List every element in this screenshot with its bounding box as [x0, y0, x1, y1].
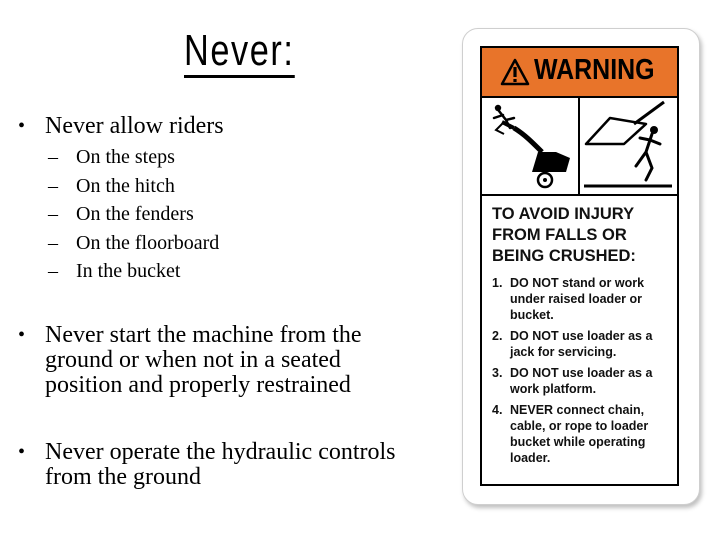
- sign-item: 4. NEVER connect chain, cable, or rope to loader bucket while operating loader.: [492, 403, 649, 465]
- sub-item: – On the floorboard: [48, 232, 220, 254]
- falling-rider-icon: [484, 100, 578, 192]
- sub-item: – On the fenders: [48, 203, 194, 225]
- bullet-symbol: •: [18, 115, 26, 137]
- slide-title: Never:: [184, 28, 294, 78]
- crushed-person-icon: [580, 100, 676, 192]
- sign-heading-line: BEING CRUSHED:: [492, 247, 636, 265]
- sub-item: – On the steps: [48, 146, 175, 168]
- bullet-line: Never start the machine from the: [45, 322, 362, 348]
- sign-heading-line: FROM FALLS OR: [492, 226, 627, 244]
- sign-header: [482, 48, 677, 98]
- bullet-text: Never allow riders: [45, 113, 224, 139]
- sign-header-text: WARNING: [534, 54, 655, 86]
- bullet-line: position and properly restrained: [45, 372, 351, 398]
- bullet-symbol: •: [18, 441, 26, 463]
- sub-item: – On the hitch: [48, 175, 175, 197]
- sign-instructions: [492, 204, 674, 466]
- bullet-line: from the ground: [45, 464, 201, 490]
- warning-triangle-icon: [500, 58, 530, 86]
- sign-item: 3. DO NOT use loader as a work platform.: [492, 366, 653, 396]
- sub-item: – In the bucket: [48, 260, 181, 282]
- bullet-symbol: •: [18, 324, 26, 346]
- sign-item: 2. DO NOT use loader as a jack for servicing.: [492, 329, 653, 359]
- warning-sign: [480, 46, 679, 486]
- bullet-line: ground or when not in a seated: [45, 347, 341, 373]
- bullet-line: Never operate the hydraulic controls: [45, 439, 396, 465]
- sign-heading-line: TO AVOID INJURY: [492, 205, 635, 223]
- sign-item: 1. DO NOT stand or work under raised loader or bucket.: [492, 276, 645, 322]
